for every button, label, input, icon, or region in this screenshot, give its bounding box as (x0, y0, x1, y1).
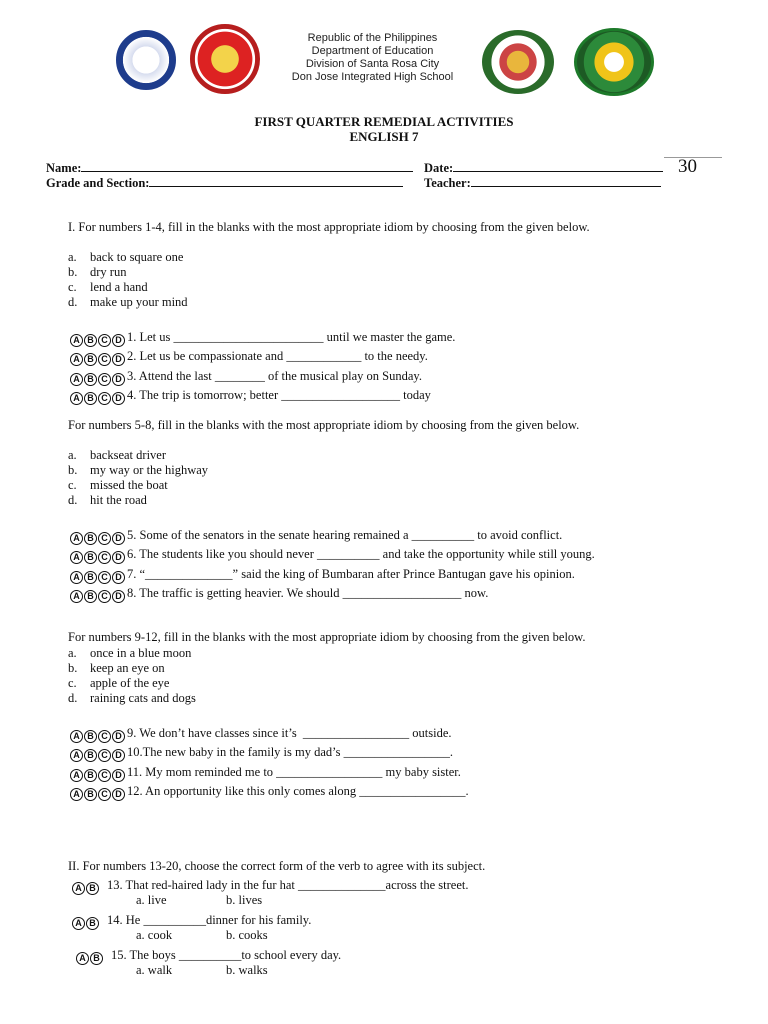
answer-bubble-c[interactable]: C (98, 769, 111, 782)
answer-bubble-c[interactable]: C (98, 571, 111, 584)
choice-a: a. live (136, 893, 167, 907)
answer-bubbles[interactable] (76, 952, 103, 965)
question-text: 11. My mom reminded me to _________________ my baby sister. (127, 764, 461, 779)
option-letter: c. (68, 280, 77, 294)
question-text: 10.The new baby in the family is my dad’s _________________. (127, 745, 454, 760)
option-letter: a. (68, 646, 77, 660)
answer-bubbles[interactable] (72, 917, 99, 930)
answer-bubble-a[interactable]: A (70, 551, 83, 564)
question-item (70, 765, 461, 782)
part3-instruction: For numbers 9-12, fill in the blanks with the most appropriate idiom by choosing from the given below. (68, 630, 586, 644)
answer-bubbles[interactable] (70, 532, 125, 545)
answer-bubble-c[interactable]: C (98, 373, 111, 386)
answer-bubble-c[interactable]: C (98, 353, 111, 366)
idiom-option (68, 661, 165, 676)
option-text: make up your mind (90, 295, 188, 309)
answer-bubble-a[interactable]: A (70, 334, 83, 347)
answer-bubble-c[interactable]: C (98, 334, 111, 347)
option-text: lend a hand (90, 280, 148, 294)
answer-bubble-b[interactable]: B (84, 334, 97, 347)
deped-seal-logo (116, 30, 176, 90)
school-header (270, 32, 475, 84)
choice-a: a. walk (136, 963, 173, 977)
idiom-option (68, 250, 183, 265)
answer-bubbles[interactable] (70, 730, 125, 743)
question-text: 12. An opportunity like this only comes along _________________. (127, 783, 469, 798)
answer-bubble-a[interactable]: A (72, 917, 85, 930)
answer-bubble-c[interactable]: C (98, 788, 111, 801)
option-text: dry run (90, 265, 127, 279)
option-text: keep an eye on (90, 661, 165, 675)
question-item (70, 726, 452, 743)
answer-bubble-a[interactable]: A (76, 952, 89, 965)
answer-bubbles[interactable] (70, 590, 125, 603)
name-blank[interactable] (81, 160, 413, 172)
idiom-option (68, 691, 196, 706)
teacher-field[interactable] (424, 175, 661, 191)
header-line: Don Jose Integrated High School (291, 71, 454, 83)
answer-bubble-c[interactable]: C (98, 749, 111, 762)
header-line: Republic of the Philippines (307, 32, 438, 44)
answer-bubble-a[interactable]: A (70, 590, 83, 603)
answer-bubbles[interactable] (70, 749, 125, 762)
answer-bubble-c[interactable]: C (98, 532, 111, 545)
answer-bubbles[interactable] (70, 551, 125, 564)
option-letter: b. (68, 463, 78, 477)
answer-bubbles[interactable] (70, 392, 125, 405)
question-item (70, 349, 428, 366)
answer-bubbles[interactable] (72, 882, 99, 895)
verb-question-item (72, 878, 468, 895)
option-text: apple of the eye (90, 676, 170, 690)
answer-bubble-b[interactable]: B (84, 788, 97, 801)
option-letter: c. (68, 478, 77, 492)
option-text: hit the road (90, 493, 147, 507)
option-letter: d. (68, 691, 78, 705)
answer-bubble-b[interactable]: B (84, 730, 97, 743)
answer-bubble-b[interactable]: B (84, 392, 97, 405)
date-field[interactable] (424, 160, 663, 176)
question-item (70, 547, 595, 564)
option-letter: d. (68, 493, 78, 507)
part2-instruction: For numbers 5-8, fill in the blanks with the most appropriate idiom by choosing from the given below. (68, 418, 580, 432)
answer-bubble-b[interactable]: B (84, 551, 97, 564)
choice-b: b. cooks (226, 928, 268, 942)
option-text: once in a blue moon (90, 646, 192, 660)
answer-bubble-b[interactable]: B (84, 769, 97, 782)
part4-instruction: II. For numbers 13-20, choose the correct form of the verb to agree with its subject. (68, 859, 486, 873)
answer-bubbles[interactable] (70, 788, 125, 801)
idiom-option (68, 265, 126, 280)
teacher-blank[interactable] (471, 175, 661, 187)
question-item (70, 784, 469, 801)
answer-bubble-d[interactable]: D (112, 769, 125, 782)
answer-bubbles[interactable] (70, 769, 125, 782)
idiom-option (68, 463, 208, 478)
answer-bubble-c[interactable]: C (98, 551, 111, 564)
answer-bubble-a[interactable]: A (70, 769, 83, 782)
answer-bubbles[interactable] (70, 571, 125, 584)
question-text: 7. “______________” said the king of Bumbaran after Prince Bantugan gave his opinion. (127, 566, 575, 581)
date-blank[interactable] (453, 160, 663, 172)
answer-bubble-a[interactable]: A (70, 373, 83, 386)
option-text: my way or the highway (90, 463, 209, 477)
option-text: raining cats and dogs (90, 691, 196, 705)
question-text: 6. The students like you should never __________ and take the opportunity while still young. (127, 547, 595, 562)
question-text: 15. The boys __________to school every day. (111, 948, 342, 962)
answer-bubble-a[interactable]: A (70, 730, 83, 743)
question-text: 1. Let us ________________________ until we master the game. (127, 330, 456, 344)
answer-bubble-a[interactable]: A (72, 882, 85, 895)
question-text: 14. He __________dinner for his family. (107, 913, 312, 927)
question-text: 3. Attend the last ________ of the musical play on Sunday. (127, 368, 422, 383)
answer-bubble-a[interactable]: A (70, 532, 83, 545)
region-seal-logo (190, 24, 260, 94)
answer-bubble-d[interactable]: D (112, 730, 125, 743)
option-letter: c. (68, 676, 77, 690)
question-item (70, 567, 575, 584)
grade-section-blank[interactable] (149, 175, 403, 187)
school-seal-logo (574, 28, 654, 96)
total-score: 30 (678, 156, 697, 177)
answer-bubble-d[interactable]: D (112, 788, 125, 801)
header-line: Department of Education (311, 45, 434, 57)
answer-bubble-d[interactable]: D (112, 749, 125, 762)
part1-instruction: I. For numbers 1-4, fill in the blanks with the most appropriate idiom by choosing from the given below. (68, 220, 590, 234)
idiom-option (68, 676, 169, 691)
answer-bubble-a[interactable]: A (70, 571, 83, 584)
grade-section-label: Grade and Section: (46, 176, 150, 190)
choice-b: b. walks (226, 963, 268, 977)
choice-a: a. cook (136, 928, 173, 942)
question-text: 4. The trip is tomorrow; better ___________________ today (127, 387, 431, 402)
answer-bubble-a[interactable]: A (70, 788, 83, 801)
grade-section-field[interactable] (46, 175, 403, 191)
option-text: back to square one (90, 250, 184, 264)
option-letter: a. (68, 250, 77, 264)
answer-bubbles[interactable] (70, 373, 125, 386)
verb-question-item (72, 913, 311, 930)
answer-bubble-d[interactable]: D (112, 532, 125, 545)
answer-bubble-a[interactable]: A (70, 392, 83, 405)
option-letter: a. (68, 448, 77, 462)
answer-bubble-b[interactable]: B (84, 590, 97, 603)
option-letter: b. (68, 661, 78, 675)
answer-bubble-c[interactable]: C (98, 392, 111, 405)
answer-bubble-b[interactable]: B (84, 749, 97, 762)
question-item (70, 330, 455, 347)
answer-bubble-d[interactable]: D (112, 590, 125, 603)
name-label: Name: (46, 161, 82, 175)
idiom-option (68, 478, 168, 493)
answer-bubble-c[interactable]: C (98, 590, 111, 603)
answer-bubble-d[interactable]: D (112, 551, 125, 564)
option-text: backseat driver (90, 448, 167, 462)
option-text: missed the boat (90, 478, 168, 492)
idiom-option (68, 493, 147, 508)
answer-bubble-d[interactable]: D (112, 334, 125, 347)
answer-bubble-a[interactable]: A (70, 353, 83, 366)
answer-bubbles[interactable] (70, 353, 125, 366)
answer-bubble-d[interactable]: D (112, 392, 125, 405)
idiom-option (68, 280, 148, 295)
division-seal-logo (482, 30, 554, 94)
answer-bubble-b[interactable]: B (86, 882, 99, 895)
question-text: 5. Some of the senators in the senate hearing remained a __________ to avoid conflict. (127, 528, 563, 542)
choice-b: b. lives (226, 893, 263, 907)
question-item (70, 745, 453, 762)
question-item (70, 388, 431, 405)
question-text: 8. The traffic is getting heavier. We should ___________________ now. (127, 585, 489, 600)
answer-bubble-b[interactable]: B (84, 571, 97, 584)
answer-bubble-d[interactable]: D (112, 571, 125, 584)
question-item (70, 528, 562, 545)
idiom-option (68, 448, 166, 463)
idiom-option (68, 295, 188, 310)
question-text: 13. That red-haired lady in the fur hat ______________across the street. (107, 878, 469, 892)
answer-bubble-d[interactable]: D (112, 373, 125, 386)
question-item (70, 369, 422, 386)
answer-bubbles[interactable] (70, 334, 125, 347)
question-item (70, 586, 488, 603)
idiom-option (68, 646, 191, 661)
option-letter: b. (68, 265, 78, 279)
answer-bubble-b[interactable]: B (84, 373, 97, 386)
date-label: Date: (424, 161, 454, 175)
worksheet-title: FIRST QUARTER REMEDIAL ACTIVITIES (254, 114, 514, 129)
answer-bubble-a[interactable]: A (70, 749, 83, 762)
teacher-label: Teacher: (424, 176, 471, 190)
option-letter: d. (68, 295, 78, 309)
name-field[interactable] (46, 160, 413, 176)
answer-bubble-b[interactable]: B (84, 532, 97, 545)
answer-bubble-b[interactable]: B (90, 952, 103, 965)
answer-bubble-c[interactable]: C (98, 730, 111, 743)
header-line: Division of Santa Rosa City (305, 58, 440, 70)
answer-bubble-b[interactable]: B (84, 353, 97, 366)
question-text: 2. Let us be compassionate and ____________ to the needy. (127, 349, 428, 364)
subject-title: ENGLISH 7 (349, 129, 419, 144)
answer-bubble-d[interactable]: D (112, 353, 125, 366)
question-text: 9. We don’t have classes since it’s _________________ outside. (127, 726, 452, 740)
verb-question-item (76, 948, 341, 965)
answer-bubble-b[interactable]: B (86, 917, 99, 930)
